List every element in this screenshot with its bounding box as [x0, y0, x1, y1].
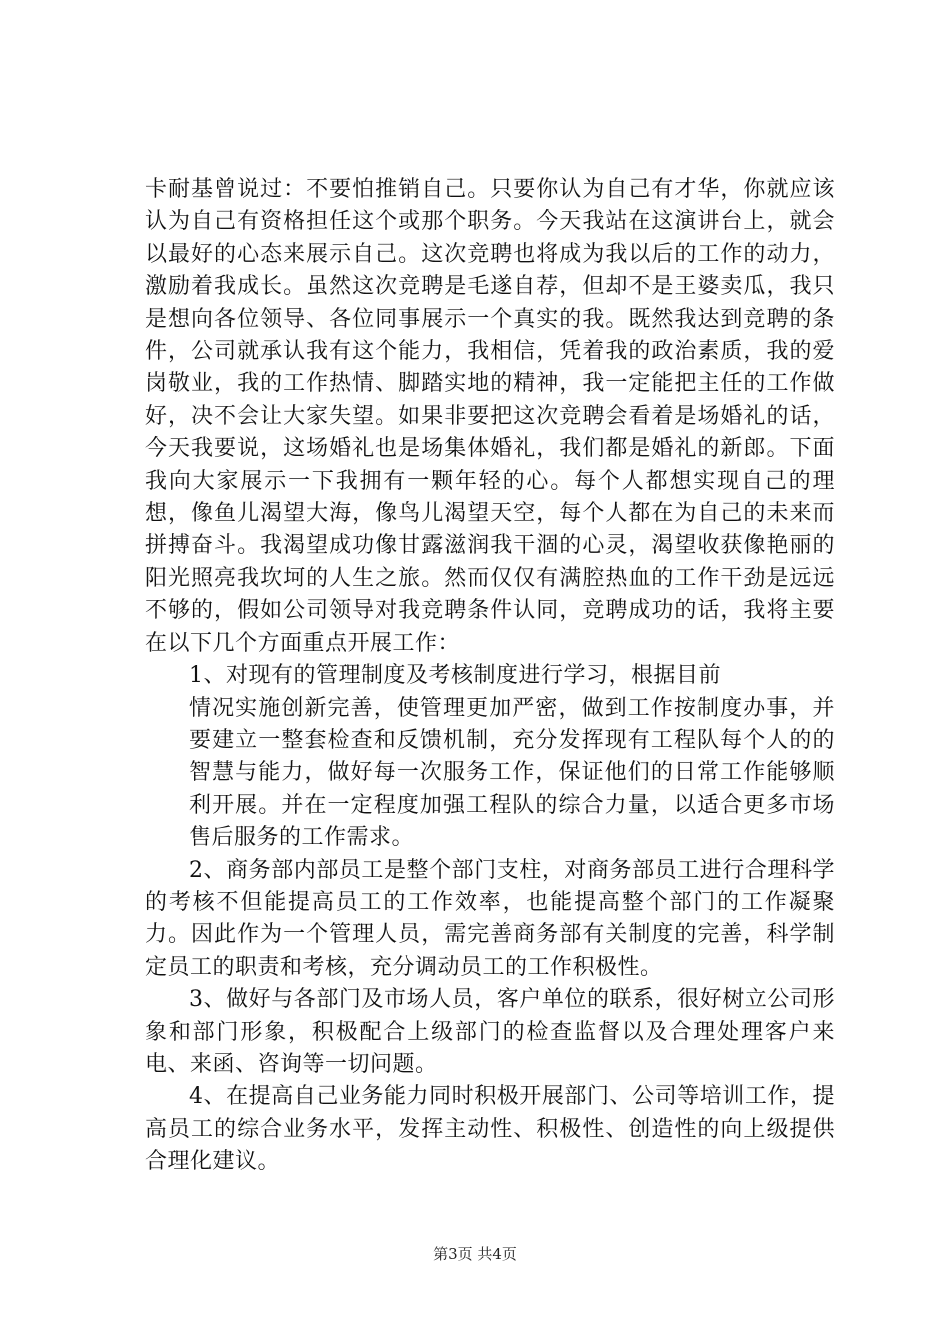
item-4-paragraph: 4、在提高自己业务能力同时积极开展部门、公司等培训工作，提高员工的综合业务水平，发挥主动性、积极性、创造性的向上级提供合理化建议。 [145, 1084, 835, 1175]
intro-paragraph: 卡耐基曾说过：不要怕推销自己。只要你认为自己有才华，你就应该认为自己有资格担任这个或那个职务。今天我站在这演讲台上，就会以最好的心态来展示自己。这次竞聘也将成为我以后的工作的动力，激励着我成长。虽然这次竞聘是毛遂自荐，但却不是王婆卖瓜，我只是想向各位领导、各位同事展示一个真实的我。既然我达到竞聘的条件，公司就承认我有这个能力，我相信，凭着我的政治素质，我的爱岗敬业，我的工作热情、脚踏实地的精神，我一定能把主任的工作做好，决不会让大家失望。如果非要把这次竞聘会看着是场婚礼的话，今天我要说，这场婚礼也是场集体婚礼，我们都是婚礼的新郎。下面我向大家展示一下我拥有一颗年轻的心。每个人都想实现自己的理想，像鱼儿渴望大海，像鸟儿渴望天空，每个人都在为自己的未来而拼搏奋斗。我渴望成功像甘露滋润我干涸的心灵，渴望收获像艳丽的阳光照亮我坎坷的人生之旅。然而仅仅有满腔热血的工作干劲是远远不够的，假如公司领导对我竞聘条件认同，竞聘成功的话，我将主要在以下几个方面重点开展工作： [145, 177, 835, 656]
document-body [145, 174, 835, 1179]
item-3-paragraph: 3、做好与各部门及市场人员，客户单位的联系，很好树立公司形象和部门形象，积极配合上级部门的检查监督以及合理处理客户来电、来函、咨询等一切问题。 [145, 987, 835, 1077]
item-2-paragraph: 2、商务部内部员工是整个部门支柱，对商务部员工进行合理科学的考核不但能提高员工的工作效率，也能提高整个部门的工作凝聚力。因此作为一个管理人员，需完善商务部有关制度的完善，科学制定员工的职责和考核，充分调动员工的工作积极性。 [145, 857, 835, 980]
item-1-body: 情况实施创新完善，使管理更加严密，做到工作按制度办事，并要建立一整套检查和反馈机制，充分发挥现有工程队每个人的的智慧与能力，做好每一次服务工作，保证他们的日常工作能够顺利开展。并在一定程度加强工程队的综合力量，以适合更多市场售后服务的工作需求。 [189, 695, 835, 851]
item-1-heading: 1、对现有的管理制度及考核制度进行学习，根据目前 [189, 663, 721, 689]
page-number-footer: 第3页 共4页 [433, 1245, 517, 1263]
